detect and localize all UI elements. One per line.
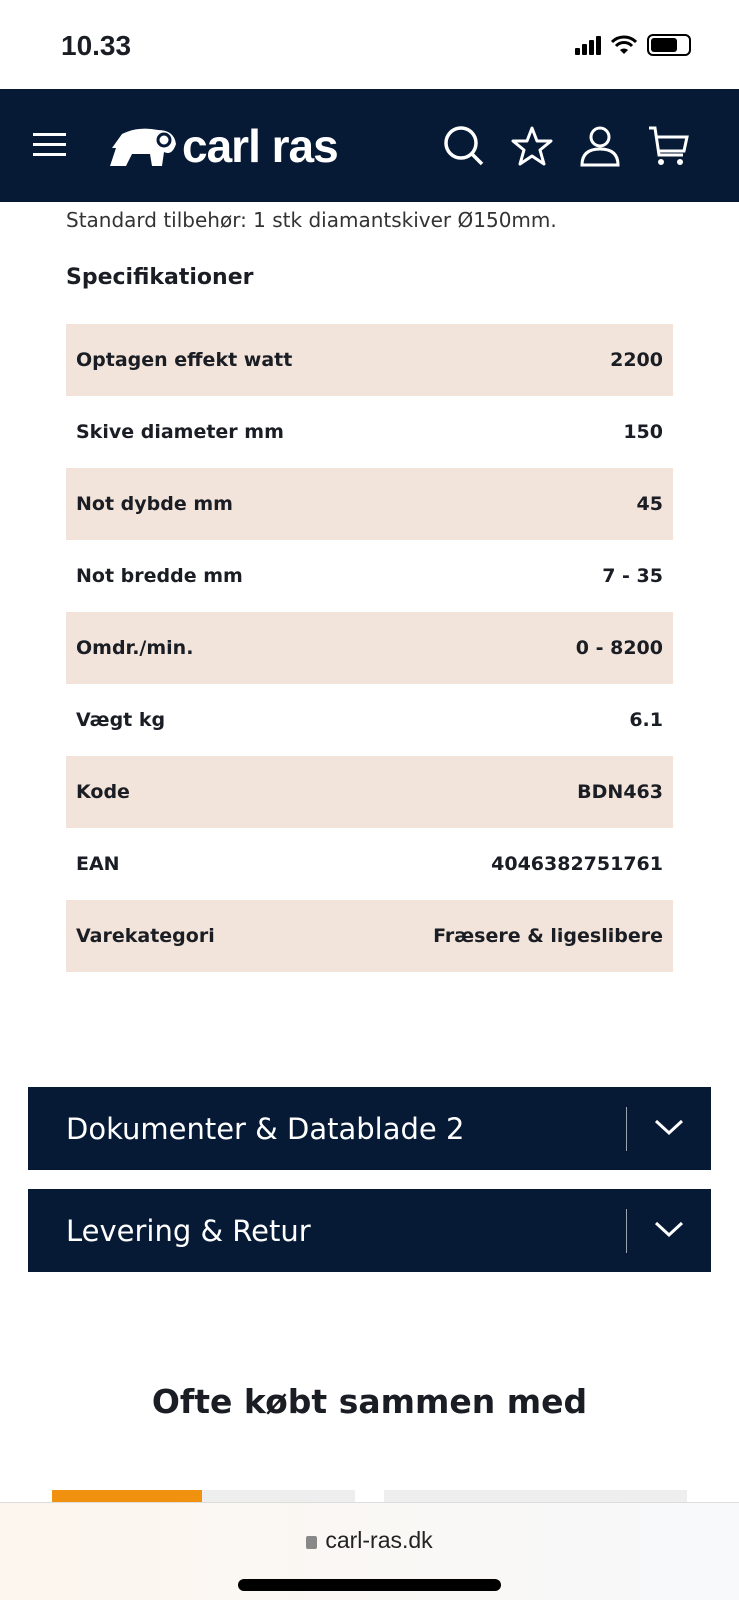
specifications-heading: Specifikationer (66, 265, 254, 290)
table-row: Skive diameter mm 150 (76, 421, 663, 443)
search-icon[interactable] (443, 125, 485, 167)
chevron-down-icon (653, 1219, 685, 1239)
status-bar (0, 0, 739, 89)
accordion-documents[interactable]: Dokumenter & Datablade 2 (28, 1087, 711, 1170)
url-text: carl-ras.dk (325, 1527, 433, 1553)
favorites-star-icon[interactable] (511, 125, 553, 167)
cart-icon[interactable] (647, 125, 689, 167)
table-row: Not dybde mm 45 (66, 468, 673, 540)
logo[interactable]: carl ras (108, 119, 338, 173)
signal-icon (575, 36, 601, 55)
table-row: EAN 4046382751761 (76, 853, 663, 875)
often-bought-heading: Ofte købt sammen med (151, 1382, 588, 1421)
table-row: Omdr./min. 0 - 8200 (66, 612, 673, 684)
specifications-table (66, 324, 673, 972)
chevron-down-icon (653, 1117, 685, 1137)
home-indicator (238, 1579, 501, 1591)
battery-icon (647, 34, 691, 56)
browser-address-bar[interactable] (0, 1502, 739, 1600)
table-row: Vægt kg 6.1 (76, 709, 663, 731)
menu-icon[interactable] (33, 133, 66, 163)
lock-icon (306, 1536, 317, 1549)
table-row: Kode BDN463 (66, 756, 673, 828)
table-row: Not bredde mm 7 - 35 (76, 565, 663, 587)
description-text: Standard tilbehør: 1 stk diamantskiver Ø150mm. (66, 208, 557, 232)
table-row: Varekategori Fræsere & ligeslibere (66, 900, 673, 972)
wifi-icon (611, 35, 637, 55)
ram-logo-icon (108, 126, 178, 166)
table-row: Optagen effekt watt 2200 (66, 324, 673, 396)
clock: 10.33 (61, 30, 132, 61)
accordion-delivery-returns[interactable]: Levering & Retur (28, 1189, 711, 1272)
account-icon[interactable] (579, 125, 621, 167)
top-navigation (0, 89, 739, 202)
